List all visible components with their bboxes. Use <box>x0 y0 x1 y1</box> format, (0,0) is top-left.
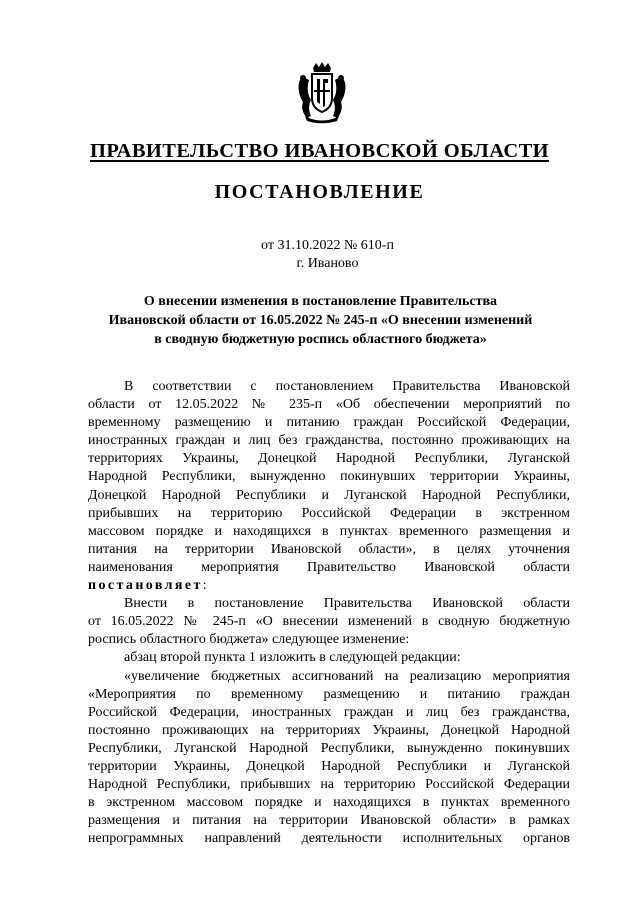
coat-of-arms-icon <box>297 62 347 124</box>
document-subject <box>80 292 561 349</box>
document-body <box>88 378 570 848</box>
subject-line: Ивановской области от 16.05.2022 № 245-п «О внесении изменений <box>108 313 533 328</box>
body-line: роспись областного бюджета» следующее изменение: <box>88 632 410 648</box>
government-title: ПРАВИТЕЛЬСТВО ИВАНОВСКОЙ ОБЛАСТИ <box>89 140 550 162</box>
body-line: размещения и питания на территории Ивановской области» в рамках <box>88 813 570 829</box>
body-line: Республики, Луганской Народной Республики, вынужденно покинувших <box>88 740 570 756</box>
body-line: питания на территории Ивановской области», в целях уточнения <box>88 541 570 557</box>
body-line: прибывших на территорию Российской Федерации в экстренном <box>88 505 570 521</box>
body-line: от 16.05.2022 № 245-п «О внесении изменений в сводную бюджетную <box>88 614 570 630</box>
subject-line: О внесении изменения в постановление Правительства <box>143 294 498 309</box>
subject-line: в сводную бюджетную роспись областного бюджета» <box>154 332 487 347</box>
body-line: Народной Республики, вынужденно покинувших территории Украины, <box>88 469 570 485</box>
body-line: непрограммных направлений деятельности исполнительных органов <box>88 831 570 847</box>
decree-line <box>88 577 570 595</box>
body-line: абзац второй пункта 1 изложить в следующей редакции: <box>124 650 461 666</box>
body-line: Донецкой Народной Республики и Луганской Народной Республики, <box>88 487 570 503</box>
decree-word: постановляет <box>88 578 203 594</box>
body-line: временному размещению и питанию граждан Российской Федерации, <box>88 415 570 431</box>
document-date-number: от 31.10.2022 № 610-п <box>261 238 394 253</box>
body-line: иностранных граждан и лиц без гражданства, постоянно проживающих на <box>88 433 570 449</box>
body-line: Внести в постановление Правительства Ивановской области <box>124 596 570 612</box>
document-type: ПОСТАНОВЛЕНИЕ <box>214 181 425 203</box>
body-line: территории Украины, Донецкой Народной Республики и Луганской <box>88 758 570 774</box>
body-line: массовом порядке и находящихся в пунктах временного размещения и <box>88 523 570 539</box>
body-line: Народной Республики, прибывших на территорию Российской Федерации <box>88 777 570 793</box>
body-line: Российской Федерации, иностранных граждан и лиц без гражданства, <box>88 704 570 720</box>
body-line: в экстренном массовом порядке и находящихся в пунктах временного <box>88 795 570 811</box>
decree-colon: : <box>202 578 207 594</box>
body-line: области от 12.05.2022 № 235-п «Об обеспечении мероприятий по <box>88 397 570 413</box>
body-line: В соответствии с постановлением Правительства Ивановской <box>124 379 570 394</box>
body-line: постоянно проживающих на территориях Украины, Донецкой Народной <box>88 722 570 738</box>
body-line: «Мероприятия по временному размещению и питанию граждан <box>88 686 570 702</box>
body-line: «увеличение бюджетных ассигнований на реализацию мероприятия <box>124 668 570 684</box>
body-line: территориях Украины, Донецкой Народной Республики, Луганской <box>88 451 570 467</box>
body-line: наименования мероприятия Правительство Ивановской области <box>88 559 570 575</box>
document-city: г. Иваново <box>296 256 359 271</box>
